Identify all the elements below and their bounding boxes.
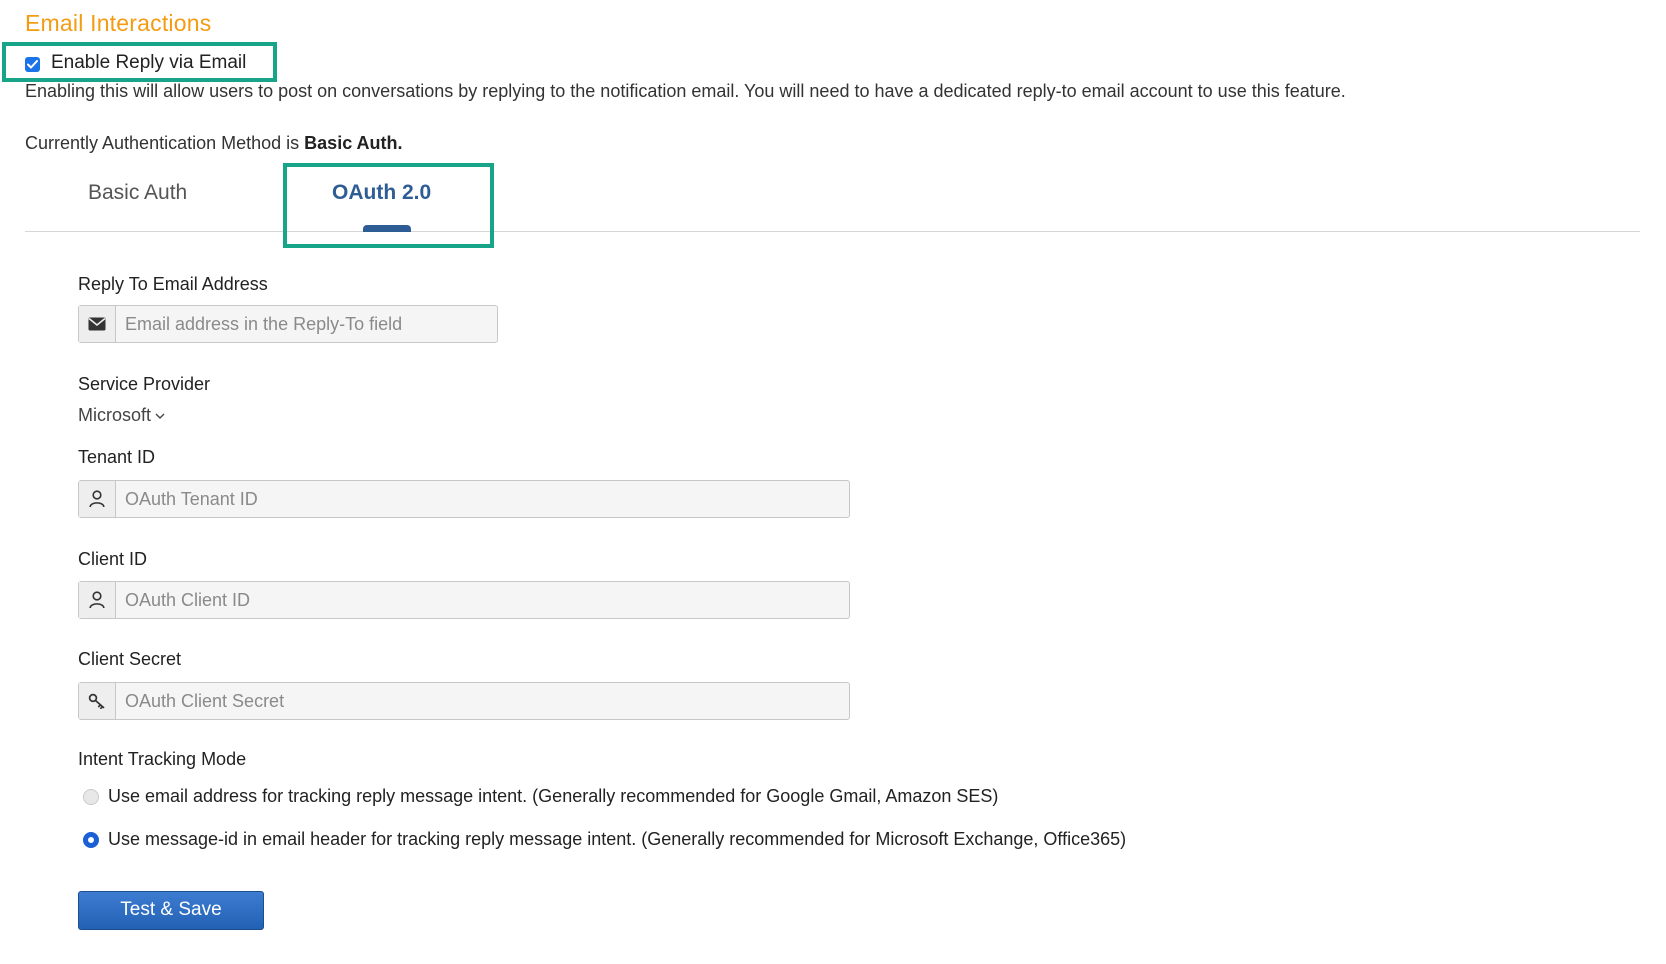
reply-to-email-input[interactable] — [116, 306, 497, 342]
envelope-icon — [79, 306, 116, 342]
tab-basic-auth[interactable]: Basic Auth — [88, 181, 188, 204]
service-provider-value: Microsoft — [78, 405, 152, 425]
enable-reply-label: Enable Reply via Email — [51, 52, 247, 73]
reply-to-email-group — [78, 305, 498, 343]
client-secret-group — [78, 682, 850, 720]
tab-oauth-2[interactable]: OAuth 2.0 — [332, 181, 432, 204]
reply-via-email-description: Enabling this will allow users to post on conversations by replying to the notification email. You will need to have a dedicated reply-to email account to use this feature. — [25, 81, 1346, 101]
tenant-id-label: Tenant ID — [78, 447, 156, 467]
service-provider-label: Service Provider — [78, 374, 211, 394]
tenant-id-input[interactable] — [116, 481, 849, 517]
auth-method-prefix: Currently Authentication Method is — [25, 133, 300, 153]
client-id-input[interactable] — [116, 582, 849, 618]
client-secret-label: Client Secret — [78, 649, 182, 669]
user-icon — [79, 481, 116, 517]
checkmark-icon — [27, 60, 38, 69]
enable-reply-via-email-option[interactable] — [25, 52, 246, 74]
test-and-save-button[interactable]: Test & Save — [78, 891, 264, 930]
service-provider-select[interactable] — [78, 405, 165, 426]
client-id-label: Client ID — [78, 549, 148, 569]
auth-tabs — [25, 175, 1640, 232]
radio-email-address[interactable] — [83, 789, 99, 805]
enable-reply-checkbox[interactable] — [25, 57, 40, 72]
section-title: Email Interactions — [25, 10, 212, 36]
key-icon — [79, 683, 116, 719]
intent-option-email-address[interactable] — [83, 786, 998, 807]
client-secret-input[interactable] — [116, 683, 849, 719]
highlight-tab-annotation — [283, 163, 494, 248]
radio-message-id[interactable] — [83, 832, 99, 848]
client-id-group — [78, 581, 850, 619]
intent-option-message-id-label: Use message-id in email header for tracking reply message intent. (Generally recommended for Microsoft Exchange, Office365) — [108, 829, 1127, 849]
reply-to-email-label: Reply To Email Address — [78, 274, 268, 294]
auth-method-value: Basic Auth. — [304, 133, 403, 153]
current-auth-method — [25, 133, 403, 154]
tenant-id-group — [78, 480, 850, 518]
user-icon — [79, 582, 116, 618]
chevron-down-icon — [155, 411, 165, 423]
intent-tracking-label: Intent Tracking Mode — [78, 749, 247, 769]
intent-option-email-address-label: Use email address for tracking reply message intent. (Generally recommended for Google Gmail, Amazon SES) — [108, 786, 999, 806]
intent-option-message-id[interactable] — [83, 829, 1126, 850]
